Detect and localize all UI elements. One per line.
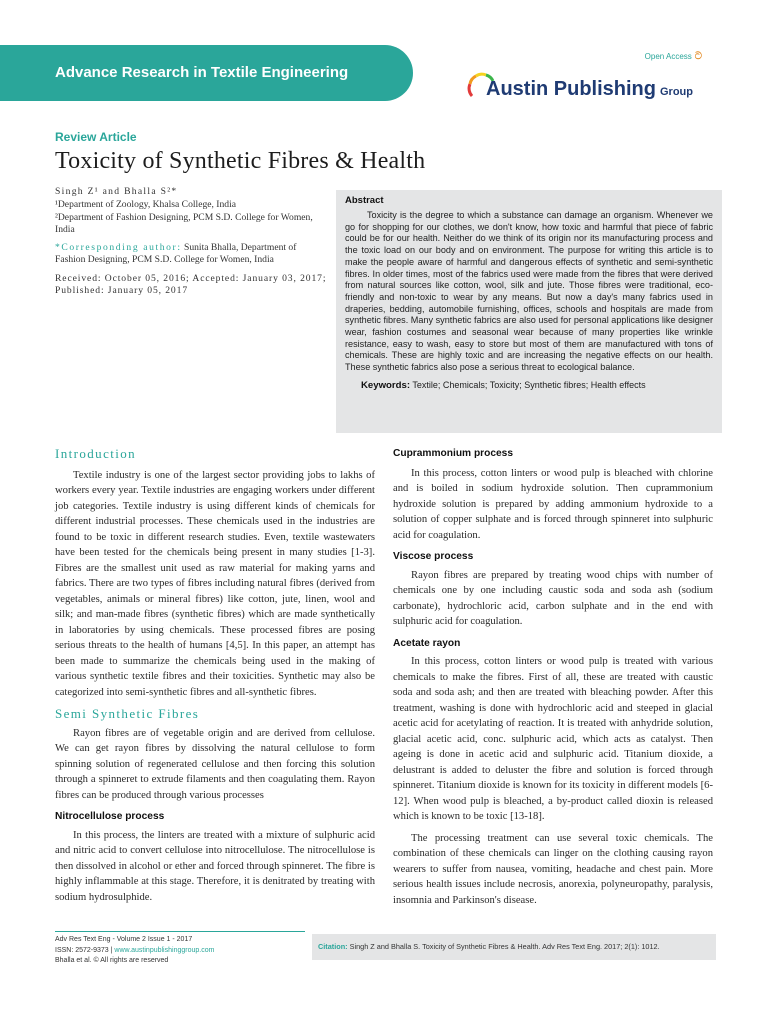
article-dates: Received: October 05, 2016; Accepted: January 03, 2017; Published: January 05, 2017	[55, 272, 327, 297]
affiliation-2: ²Department of Fashion Designing, PCM S.D. College for Women, India	[55, 211, 313, 235]
viscose-heading: Viscose process	[393, 551, 474, 562]
right-column	[393, 446, 713, 908]
keywords-text: Textile; Chemicals; Toxicity; Synthetic fibres; Health effects	[410, 379, 646, 390]
author-names: Singh Z¹ and Bhalla S²*	[55, 186, 178, 197]
cuprammonium-text: In this process, cotton linters or wood pulp is bleached with chlorine and is boiled in sodium hydroxide solution. Then cuprammonium hydroxide solution is prepared by adding ammonium hydroxide to a solution of copper sulphate and is forced through spinneret into sulphuric acid for coagulation.	[393, 467, 713, 541]
open-access-label	[645, 51, 702, 62]
semi-synthetic-text: Rayon fibres are of vegetable origin and are derived from cellulose. We can get rayon fibres by dissolving the natural cellulose to form spinning solution of regenerated cellulose and then forcing this solution through a spinneret to extrude filaments and then coagulating them. Rayon fibres can be produced through various processes	[55, 727, 375, 801]
citation-box	[312, 934, 716, 960]
viscose-text: Rayon fibres are prepared by treating wood chips with number of chemicals one by one including caustic soda and soda ash (sodium carbonate), hydrochloric acid, carbon sulphate and in the end with sulphuric acid for coagulation.	[393, 569, 713, 627]
abstract-box	[336, 190, 722, 433]
footer-info	[55, 935, 305, 967]
publisher-link[interactable]: www.austinpublishinggroup.com	[114, 946, 215, 954]
article-title: Toxicity of Synthetic Fibres & Health	[55, 148, 426, 174]
footer-divider	[55, 931, 305, 932]
footer-issn: ISSN: 2572-9373 | www.austinpublishinggroup.com	[55, 946, 215, 954]
keywords	[345, 380, 713, 391]
journal-title: Advance Research in Textile Engineering	[55, 64, 349, 81]
acetate-text: In this process, cotton linters or wood pulp is treated with various chemicals to make the fibres. First of all, these are treated with caustic soda and soda ash; and then are treated with bleaching powder. After this treatment, washing is done with hydrochloric acid and steeped in glacial acetic acid for acetylating of reaction. It is treated with anhydride solution, glacial acetic acid, conc. sulphuric acid, which acts as catalyst. Then ageing is done in acetic acid and sulphuric acid. Titanium dioxide, a delustrant is added to deluster the fibre and solution is forced through spinneret. Titanium dioxide is known for its toxicity in different models [6-12]. When wood pulp is bleached, a by-product called dioxin is released which is known to be toxic [13-18].	[393, 656, 713, 822]
open-access-text: Open Access	[644, 52, 692, 61]
open-lock-icon: ට	[694, 51, 702, 62]
article-type: Review Article	[55, 130, 137, 144]
footer-copyright: Bhalla et al. © All rights are reserved	[55, 957, 169, 964]
author-info	[55, 186, 327, 303]
footer-volume: Adv Res Text Eng - Volume 2 Issue 1 - 2017	[55, 936, 193, 943]
publisher-name: Austin Publishing Group	[486, 78, 693, 100]
corresponding-label: *Corresponding author:	[55, 242, 182, 254]
corresponding-author	[55, 242, 327, 267]
introduction-text: Textile industry is one of the largest sector providing jobs to lakhs of workers every year. Textile industries are engaging workers under different job categories. Textile industry is using different kinds of chemicals for different industrial processes. These chemicals used in the industries are found to be toxic in different research studies. Even, textile wastewaters have been tested for the chemicals being present in many studies [1-3]. Fibres are the smallest unit used as raw material for making yarns and fabrics. There are two types of fibres including natural fibres (derived from vegetables, animals or mineral fibres) like cotton, jute, linen, wool and silk; and man-made fibres (synthetic fibres) which are made synthetically in laboratories by using chemicals. These processed fibres are posing serious threats to the health of humans [4,5]. In this paper, an attempt has been made to summarize the chemicals being used in the making of various synthetic textile fibres and their toxicities. Synthetic may also be categorized into semi-synthetic fibres and all-synthetic fibres.	[55, 469, 375, 698]
citation-label: Citation:	[318, 942, 348, 951]
affiliation-1: ¹Department of Zoology, Khalsa College, India	[55, 199, 237, 211]
abstract-body: Toxicity is the degree to which a substance can damage an organism. Whenever we go for shopping for our clothes, we don't know, how toxic and harmful that piece of fabric could be for our health. Neither do we think of its origin nor its manufacturing process and the toxic load on our body and on environment. The purpose for writing this article is to make the people aware of harmful and dangerous effects of synthetic and semi-synthetic fibres. In older times, most of the fabrics used were made from the fibres that were derived from natural sources like cotton, wool, silk and jute. Those fibres were traditional, eco-friendly and non-toxic to wear by any means. But now a day's many fabrics used in draperies, bedding, automobile furnishing, offices, schools and hospitals are made from synthetic fibres. Many synthetic fabrics are also used for personal applications like designer wear, fashion costumes and seasonal wear because of many properties like wrinkle resistance, easy to wash, easy to store but most of them are manufactured with tons of chemicals. These are highly toxic and are increasing the negative effects on our health. These synthetic fabrics also pose a serious threat to ecological balance.	[345, 210, 713, 373]
nitrocellulose-text: In this process, the linters are treated with a mixture of sulphuric acid and nitric acid to convert cellulose into nitrocellulose. The nitrocellulose is then dissolved in alcohol or ether and forced through spinneret. The fibre is highly inflammable at this stage. Therefore, it is denitrated by treating with sodium hydrosulphide.	[55, 829, 375, 903]
cuprammonium-heading: Cuprammonium process	[393, 448, 514, 459]
corresponding-text: Sunita Bhalla, Department of Fashion Designing, PCM S.D. College for Women, India	[55, 242, 297, 266]
semi-synthetic-heading: Semi Synthetic Fibres	[55, 706, 200, 721]
abstract-heading: Abstract	[345, 195, 384, 206]
nitrocellulose-heading: Nitrocellulose process	[55, 811, 165, 822]
keywords-label: Keywords:	[361, 379, 411, 391]
left-column	[55, 446, 375, 905]
acetate-heading: Acetate rayon	[393, 637, 461, 649]
citation-text: Singh Z and Bhalla S. Toxicity of Synthetic Fibres & Health. Adv Res Text Eng. 2017; 2(1): 1012.	[347, 942, 660, 951]
introduction-heading: Introduction	[55, 446, 137, 461]
processing-text: The processing treatment can use several toxic chemicals. The combination of these chemicals can linger on the clothing causing rayon wearers to suffer from nausea, vomiting, headache and chest pain. More serious health issues include necrosis, anorexia, polyneuropathy, paralysis, insomnia and Parkinson's disease.	[393, 832, 713, 906]
